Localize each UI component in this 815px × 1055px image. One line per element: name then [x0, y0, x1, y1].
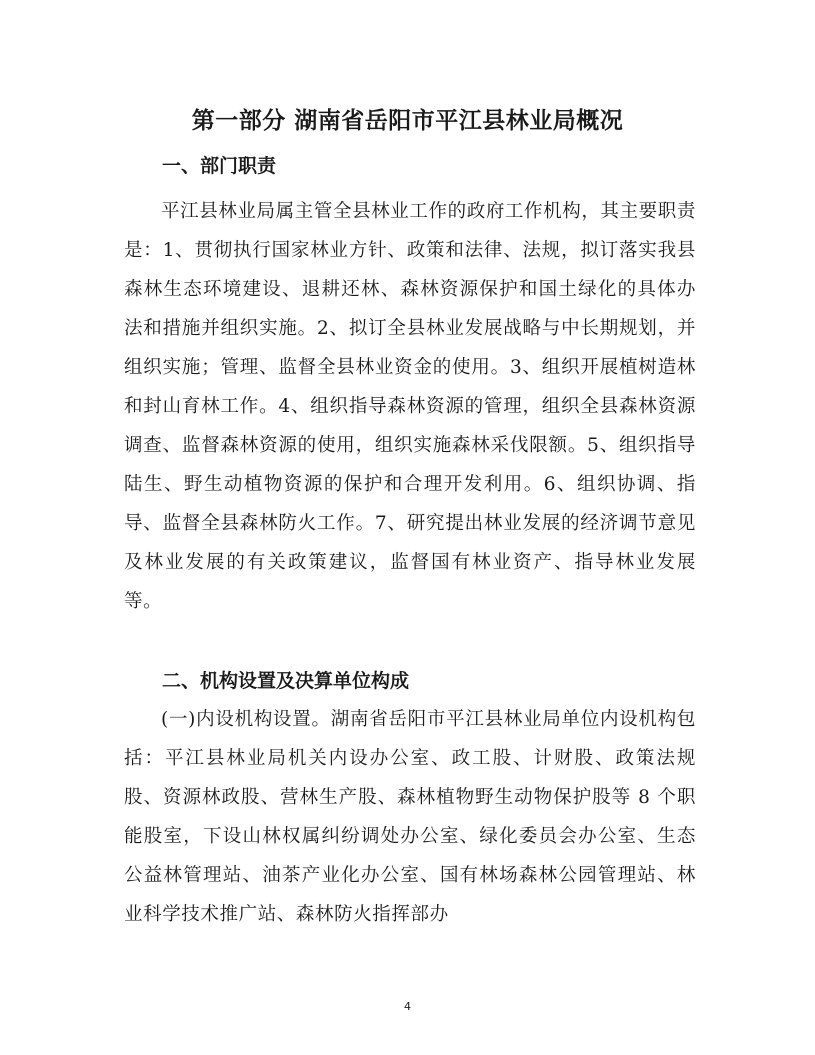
page-number: 4 [404, 1000, 411, 1013]
section-heading-structure: 二、机构设置及决算单位构成 [162, 670, 410, 692]
section-paragraph-structure: (一)内设机构设置。湖南省岳阳市平江县林业局单位内设机构包括：平江县林业局机关内设办公室、政工股、计财股、政策法规股、资源林政股、营林生产股、森林植物野生动物保护股等 8 个职能股室，下设山林权属纠纷调处办公室、绿化委员会办公室、生态公益林管理站、油茶产业化办公室、国有林场森林公园管理站、林业科学技术推广站、森林防火指挥部办 [124, 709, 696, 925]
document-title: 第一部分 湖南省岳阳市平江县林业局概况 [191, 108, 624, 134]
section-heading-duties: 一、部门职责 [162, 155, 277, 177]
section-paragraph-duties: 平江县林业局属主管全县林业工作的政府工作机构，其主要职责是：1、贯彻执行国家林业方针、政策和法律、法规，拟订落实我县森林生态环境建设、退耕还林、森林资源保护和国土绿化的具体办法和措施并组织实施。2、拟订全县林业发展战略与中长期规划，并组织实施；管理、监督全县林业资金的使用。3、组织开展植树造林和封山育林工作。4、组织指导森林资源的管理，组织全县森林资源调查、监督森林资源的使用，组织实施森林采伐限额。5、组织指导陆生、野生动植物资源的保护和合理开发利用。6、组织协调、指导、监督全县森林防火工作。7、研究提出林业发展的经济调节意见及林业发展的有关政策建议，监督国有林业资产、指导林业发展等。 [124, 201, 696, 612]
